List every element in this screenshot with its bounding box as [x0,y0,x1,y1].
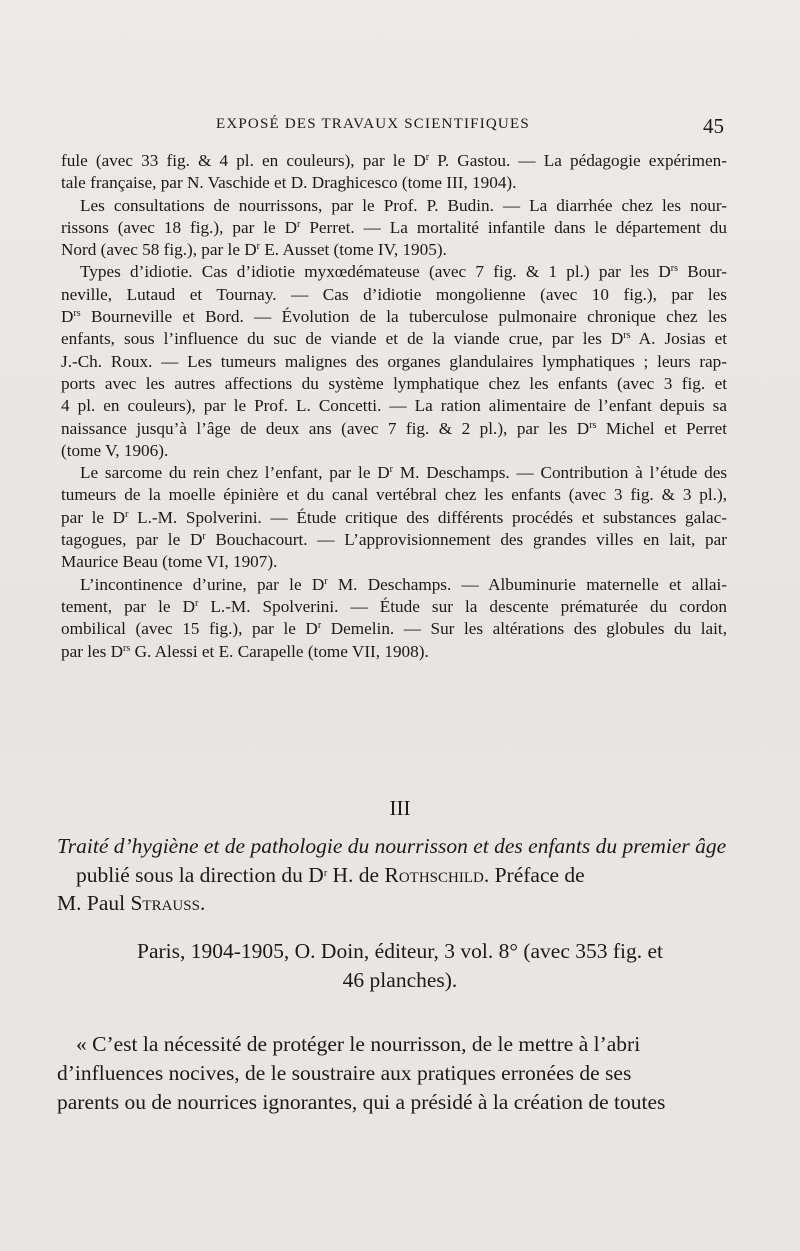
text-line: fule (avec 33 fig. & 4 pl. en couleurs), par le $D^r$ P. Gastou. — La pédagogie expérimen- [61,151,727,170]
quote-line: d’influences nocives, de le soustraire aux pratiques erronées de ses [57,1061,632,1085]
publication-info [0,937,800,995]
running-title: EXPOSÉ DES TRAVAUX SCIENTIFIQUES [216,116,530,132]
text-line: J.-Ch. Roux. — Les tumeurs malignes des organes glandulaires lymphatiques ; leurs rap- [61,351,727,371]
treatise-title: Traité d’hygiène et de pathologie du nourrisson et des enfants du premier âge [57,834,727,858]
treatise-direction [57,861,729,890]
page-header [0,116,800,138]
direction-prefix: publié sous la direction du D [76,862,324,887]
text-line: tagogues, par le $D^r$ Bouchacourt. — L’approvisionnement des grandes villes en lait, par [61,530,727,550]
treatise-preface [57,891,205,915]
text-line: tement, par le $D^r$ L.-M. Spolverini. — Étude sur la descente prématurée du cordon [61,596,727,616]
text-line: tumeurs de la moelle épinière et du canal vertébral chez les enfants (avec 3 fig. & 3 pl.), [61,485,727,505]
bibliography-body [61,150,727,663]
text-line: Nord (avec 58 fig.), par le $D^r$ E. Ausset (tome IV, 1905). [61,240,447,260]
quote-line: parents ou de nourrices ignorantes, qui a présidé à la création de toutes [57,1090,666,1114]
text-line: 4 pl. en couleurs), par le Prof. L. Concetti. — La ration alimentaire de l’enfant depuis sa [61,396,727,416]
bibliography-paragraph [61,462,727,573]
text-line: ombilical (avec 15 fig.), par le $D^r$ Demelin. — Sur les altérations des globules du lait, [61,619,727,639]
text-line: tale française, par N. Vaschide et D. Draghicesco (tome III, 1904). [61,173,517,193]
direction-suffix: . Préface de [483,862,585,887]
preface-name: Strauss [130,891,200,915]
text-line: Le sarcome du rein chez l’enfant, par le $D^r$ M. Deschamps. — Contribution à l’étude des [80,463,728,483]
text-line: Maurice Beau (tome VI, 1907). [61,552,278,572]
publication-line: Paris, 1904-1905, O. Doin, éditeur, 3 vol. 8° (avec 353 fig. et [136,939,664,963]
bibliography-paragraph [61,574,727,663]
text-line: Types d’idiotie. Cas d’idiotie myxœdémateuse (avec 7 fig. & 1 pl.) par les $D^{rs}$ Bour- [80,262,727,282]
bibliography-paragraph [61,150,727,195]
preface-pre: M. Paul [57,891,131,915]
doctor-sup: r [323,867,328,879]
text-line: rissons (avec 18 fig.), par le $D^r$ Perret. — La mortalité infantile dans le département du [61,217,727,237]
treatise-entry [57,832,729,918]
bibliography-paragraph [61,261,727,462]
quote-line: « C’est la nécessité de protéger le nourrisson, de le mettre à l’abri [76,1032,641,1056]
text-line: naissance jusqu’à l’âge de deux ans (avec 7 fig. & 2 pl.), par les $D^{rs}$ Michel et Perret [61,418,727,438]
text-line: par les $D^{rs}$ G. Alessi et E. Carapelle (tome VII, 1908). [61,641,429,661]
publication-line: 46 planches). [342,968,458,992]
text-line: $D^{rs}$ Bourneville et Bord. — Évolution de la tuberculose pulmonaire chronique chez les [61,307,727,327]
bibliography-paragraph [61,195,727,262]
text-line: enfants, sous l’influence du suc de viande et de la viande crue, par les $D^{rs}$ A. Josias et [61,329,727,349]
preface-suffix: . [199,891,206,915]
direction-name-pre: H. de [327,862,385,887]
text-line: L’incontinence d’urine, par le $D^r$ M. Deschamps. — Albuminurie maternelle et allai- [80,574,727,594]
page-number: 45 [703,114,724,138]
text-line: (tome V, 1906). [61,440,169,460]
text-line: Les consultations de nourrissons, par le Prof. P. Budin. — La diarrhée chez les nour- [80,195,727,215]
quote-paragraph [57,1030,729,1117]
text-line: par le $D^r$ L.-M. Spolverini. — Étude critique des différents procédés et substances galac- [61,507,727,527]
section-number: III [389,796,411,820]
text-line: ports avec les autres affections du système lymphatique chez les enfants (avec 3 fig. et [61,373,727,393]
direction-name: Rothschild [384,862,484,887]
text-line: neville, Lutaud et Tournay. — Cas d’idiotie mongolienne (avec 10 fig.), par les [61,284,727,304]
